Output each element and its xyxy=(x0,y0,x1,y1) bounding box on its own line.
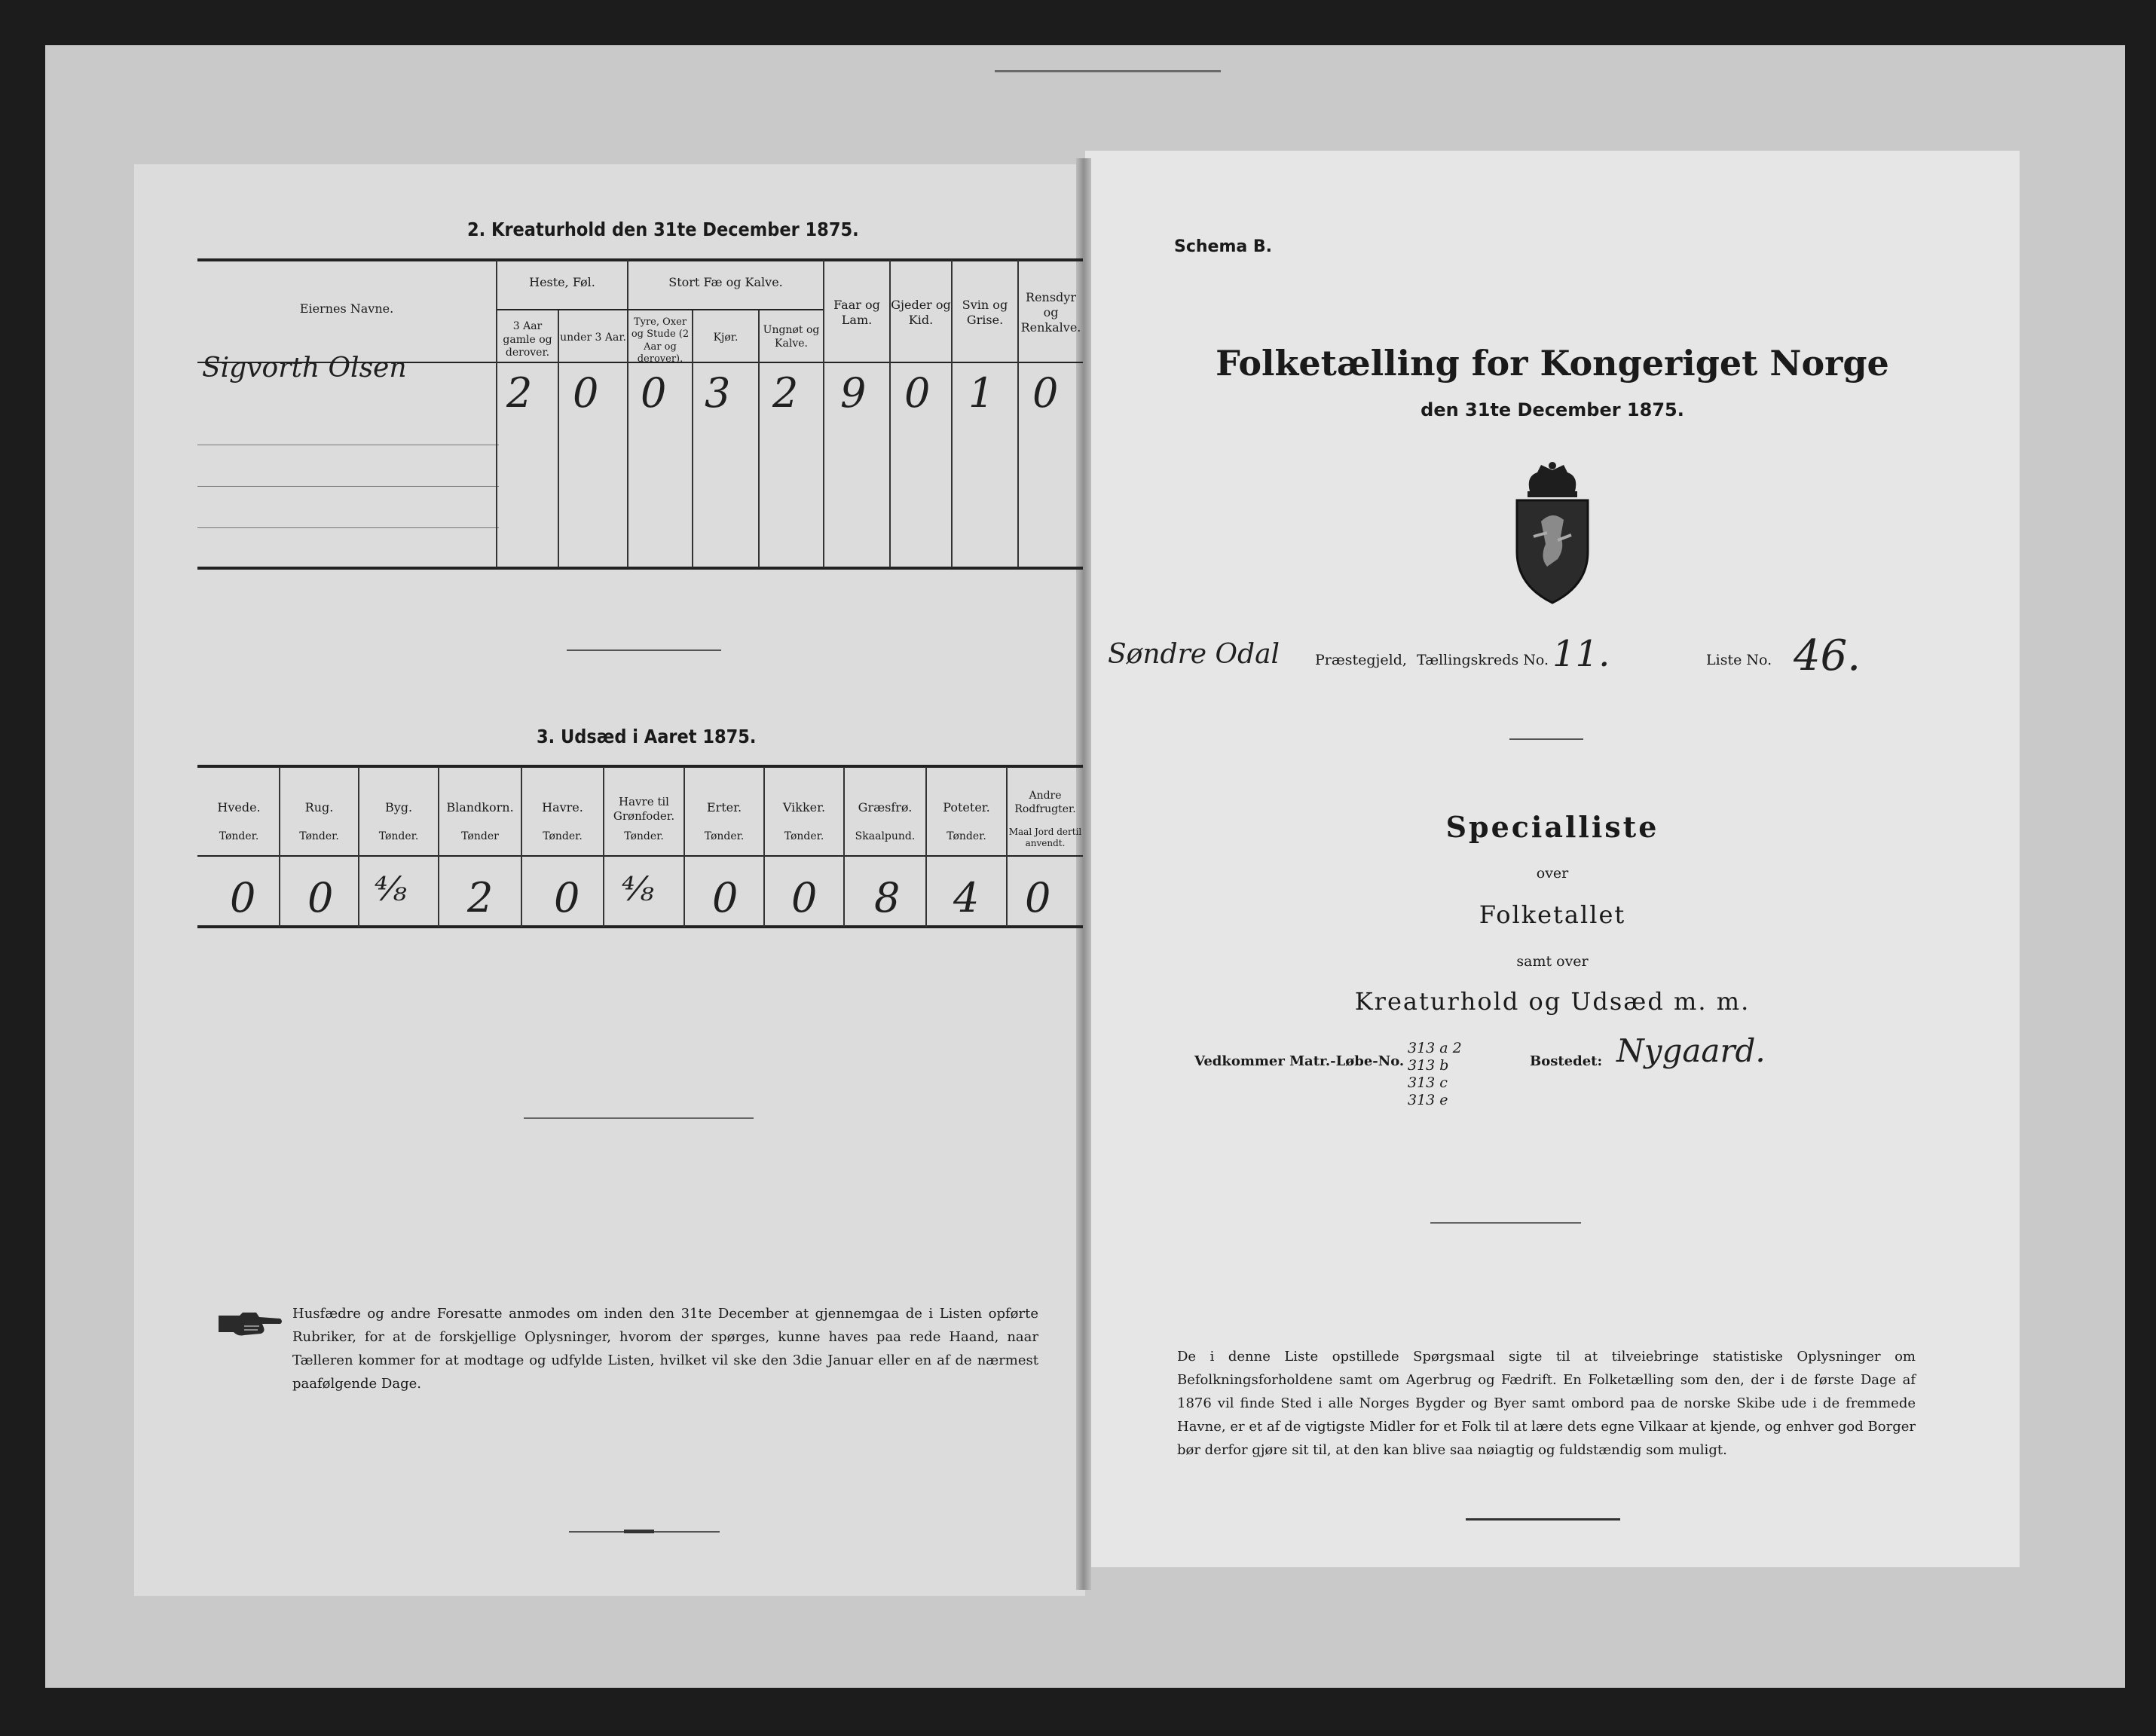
livestock-title: 2. Kreaturhold den 31te December 1875. xyxy=(467,219,859,240)
col-header: 3 Aar gamle og derover. xyxy=(503,320,552,359)
matr-numbers xyxy=(1408,1040,1528,1109)
folketallet-text: Folketallet xyxy=(1479,900,1626,929)
seed-col-name: Byg. xyxy=(384,800,413,815)
livestock-row-line xyxy=(197,527,499,528)
over-text: over xyxy=(1536,865,1569,882)
separator-dots xyxy=(624,1530,654,1533)
matr-number: 313 e xyxy=(1408,1092,1448,1108)
livestock-value: 0 xyxy=(904,369,931,417)
kreaturhold-text: Kreaturhold og Udsæd m. m. xyxy=(1354,987,1751,1016)
book-gutter xyxy=(1076,158,1091,1590)
col-divider xyxy=(692,309,693,567)
col-header: Svin og Grise. xyxy=(962,298,1008,327)
main-date: den 31te December 1875. xyxy=(1421,399,1684,420)
specialliste-title: Specialliste xyxy=(1445,810,1659,844)
seed-col-unit: Tønder. xyxy=(378,830,419,842)
seed-bottom-rule xyxy=(197,925,1083,928)
seed-col-divider xyxy=(438,767,439,927)
livestock-top-rule xyxy=(197,258,1083,261)
seed-col-divider xyxy=(603,767,604,927)
main-title: Folketælling for Kongeriget Norge xyxy=(1216,343,1889,384)
pointing-hand-icon xyxy=(217,1310,283,1340)
separator xyxy=(1509,738,1583,740)
bosted-value: Nygaard. xyxy=(1616,1032,1766,1069)
seed-col-unit: Skaalpund. xyxy=(855,830,916,842)
livestock-value: 3 xyxy=(705,369,731,417)
col-header: Gjeder og Kid. xyxy=(891,298,951,327)
separator xyxy=(1430,1222,1581,1224)
matr-number: 313 a 2 xyxy=(1408,1040,1462,1056)
seed-value: 4 xyxy=(953,874,980,921)
seed-col-unit: Tønder xyxy=(461,830,499,842)
bosted-label: Bostedet: xyxy=(1530,1053,1603,1069)
col-header: Faar og Lam. xyxy=(833,298,880,327)
seed-col-unit: Tønder. xyxy=(946,830,986,842)
seed-value: 2 xyxy=(467,874,494,921)
seed-value: 0 xyxy=(1025,874,1051,921)
separator xyxy=(567,649,721,651)
group-heste: Heste, Føl. xyxy=(529,275,595,289)
seed-value: 0 xyxy=(554,874,580,921)
coat-of-arms-icon xyxy=(1511,461,1594,604)
col-divider xyxy=(496,260,497,567)
col-header: under 3 Aar. xyxy=(560,332,626,344)
seed-col-divider xyxy=(763,767,765,927)
seed-col-unit: Tønder. xyxy=(704,830,745,842)
list-number: 46. xyxy=(1794,631,1861,680)
seed-col-name: Blandkorn. xyxy=(446,800,514,815)
matr-number: 313 b xyxy=(1408,1057,1449,1074)
livestock-value: 9 xyxy=(840,369,867,417)
owner-header: Eiernes Navne. xyxy=(299,301,394,316)
parish-handwritten: Søndre Odal xyxy=(1108,639,1280,670)
seed-value: ⁴⁄₈ xyxy=(622,870,654,909)
parish-label: Præstegjeld, xyxy=(1315,652,1407,668)
seed-col-name: Havre til Grønfoder. xyxy=(613,795,675,823)
seed-col-unit: Tønder. xyxy=(219,830,259,842)
seed-col-unit: Tønder. xyxy=(299,830,339,842)
seed-col-name: Andre Rodfrugter. xyxy=(1014,790,1076,815)
owner-name: Sigvorth Olsen xyxy=(202,353,407,384)
seed-col-name: Vikker. xyxy=(782,800,826,815)
seed-top-rule xyxy=(197,765,1083,768)
seed-title: 3. Udsæd i Aaret 1875. xyxy=(537,726,757,747)
top-mark xyxy=(995,70,1221,72)
col-divider xyxy=(558,309,559,567)
livestock-value: 0 xyxy=(1032,369,1059,417)
group-stort-fae: Stort Fæ og Kalve. xyxy=(668,275,783,289)
matr-number: 313 c xyxy=(1408,1074,1448,1091)
seed-col-divider xyxy=(925,767,927,927)
separator xyxy=(524,1117,754,1119)
seed-header-rule xyxy=(197,855,1083,857)
livestock-value: 0 xyxy=(641,369,667,417)
schema-label: Schema B. xyxy=(1174,237,1273,256)
seed-col-name: Poteter. xyxy=(943,800,990,815)
seed-col-divider xyxy=(279,767,280,927)
seed-col-divider xyxy=(683,767,685,927)
seed-value: 0 xyxy=(791,874,818,921)
district-label: Tællingskreds No. xyxy=(1417,652,1549,668)
livestock-value: 0 xyxy=(573,369,599,417)
seed-col-divider xyxy=(358,767,359,927)
col-divider xyxy=(627,260,628,567)
livestock-value: 1 xyxy=(968,369,995,417)
livestock-value: 2 xyxy=(506,369,533,417)
seed-col-name: Rug. xyxy=(304,800,334,815)
matr-label: Vedkommer Matr.-Løbe-No. xyxy=(1194,1053,1405,1069)
livestock-bottom-rule xyxy=(197,567,1083,570)
seed-col-divider xyxy=(843,767,845,927)
seed-col-unit: Tønder. xyxy=(543,830,583,842)
livestock-value: 2 xyxy=(772,369,799,417)
info-paragraph: De i denne Liste opstillede Spørgsmaal sigte til at tilveiebringe statistiske Oplysninger om Befolkningsforholdene samt om Agerbrug og Fædrift. En Folketælling som den, der i de første Dage af 1876 vil finde Sted i alle Norges Bygder og Byer samt ombord paa de norske Skibe ude i de fremmede Havne, er et af de vigtigste Midler for et Folk til at lære dets egne Vilkaar at kjende, og enhver god Borger bør derfor gjøre sit til, at den kan blive saa nøiagtig og fuldstændig som muligt. xyxy=(1177,1349,1916,1458)
seed-value: 8 xyxy=(874,874,901,921)
livestock-row-line xyxy=(197,486,499,487)
district-number: 11. xyxy=(1552,633,1610,675)
samt-over-text: samt over xyxy=(1516,953,1589,970)
col-header: Rensdyr og Renkalve. xyxy=(1020,290,1081,335)
seed-value: ⁴⁄₈ xyxy=(375,870,407,909)
seed-col-name: Erter. xyxy=(706,800,742,815)
seed-col-divider xyxy=(521,767,522,927)
group-header-rule xyxy=(497,309,823,310)
seed-col-name: Græsfrø. xyxy=(858,800,913,815)
separator xyxy=(1466,1518,1620,1521)
list-label: Liste No. xyxy=(1706,652,1772,668)
col-header: Kjør. xyxy=(713,332,739,344)
seed-value: 0 xyxy=(712,874,739,921)
seed-col-name: Hvede. xyxy=(217,800,261,815)
seed-value: 0 xyxy=(230,874,256,921)
seed-col-unit: Maal Jord dertil anvendt. xyxy=(1008,827,1082,848)
col-header: Ungnøt og Kalve. xyxy=(763,324,820,350)
seed-col-unit: Tønder. xyxy=(624,830,664,842)
seed-col-unit: Tønder. xyxy=(784,830,824,842)
seed-col-name: Havre. xyxy=(542,800,583,815)
col-header: Tyre, Oxer og Stude (2 Aar og derover). xyxy=(631,316,690,365)
notice-text: Husfædre og andre Foresatte anmodes om inden den 31te December at gjennemgaa de i Listen opførte Rubriker, for at de forskjellige Oplysninger, hvorom der spørges, kunne haves paa rede Haand, naar Tælleren kommer for at modtage og udfylde Listen, hvilket vil ske den 3die Januar eller en af de nærmest paafølgende Dage. xyxy=(292,1306,1038,1392)
seed-value: 0 xyxy=(307,874,334,921)
